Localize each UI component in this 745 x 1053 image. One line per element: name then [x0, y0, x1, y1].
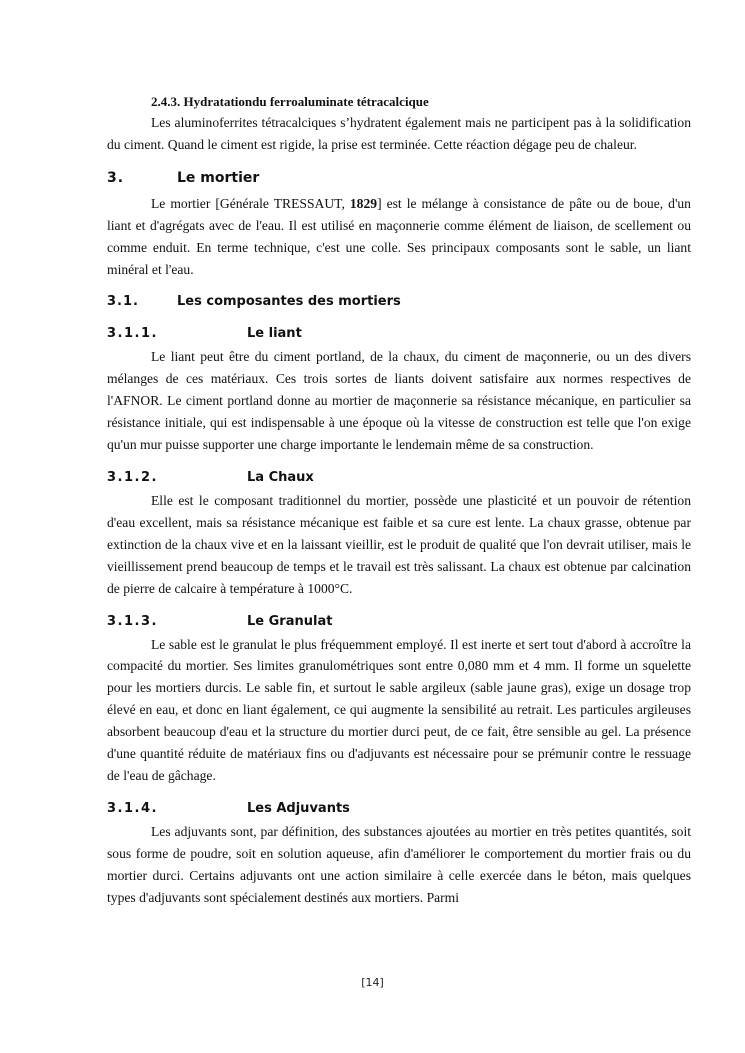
page-content	[107, 92, 691, 908]
heading-3-1-2	[107, 468, 691, 488]
heading-title: La Chaux	[247, 469, 314, 485]
heading-number: 3.1.3.	[107, 613, 158, 629]
heading-number: 3.1.	[107, 294, 139, 310]
paragraph-liant: Le liant peut être du ciment portland, de la chaux, du ciment de maçonnerie, ou un des divers mélanges de ces matériaux. Ces trois sortes de liants doivent satisfaire aux normes respectives de l'AFNOR. Le ciment portland donne au mortier de maçonnerie sa résistance mécanique, en particulier sa résistance initiale, qui est indispensable à une époque où la vitesse de construction est telle que l'on exige qu'un mur puisse supporter une charge importante le lendemain même de sa construction.	[107, 349, 691, 453]
heading-3-1	[107, 292, 691, 312]
heading-number: 3.1.1.	[107, 326, 158, 342]
heading-number: 3.1.4.	[107, 800, 158, 816]
heading-3-1-3	[107, 612, 691, 632]
heading-3-1-4	[107, 799, 691, 819]
paragraph-mortier	[107, 193, 691, 281]
paragraph-adjuvants: Les adjuvants sont, par définition, des substances ajoutées au mortier en très petites quantités, soit sous forme de poudre, soit en solution aqueuse, afin d'améliorer le comportement du mortier frais ou du mortier durci. Certains adjuvants ont une action similaire à celle exercée dans le béton, mais quelques types d'adjuvants sont spécialement destinés aux mortiers. Parmi	[107, 823, 691, 905]
heading-title: Les Adjuvants	[247, 800, 350, 816]
heading-title: Le Granulat	[247, 613, 333, 629]
paragraph-hydratation: Les aluminoferrites tétracalciques s’hydratent également mais ne participent pas à la solidification du ciment. Quand le ciment est rigide, la prise est terminée. Cette réaction dégage peu de chaleur.	[107, 115, 691, 152]
heading-2-4-3: 2.4.3. Hydratationdu ferroaluminate tétracalcique	[151, 94, 429, 109]
paragraph-granulat: Le sable est le granulat le plus fréquemment employé. Il est inerte et sert tout d'abord à accroître la compacité du mortier. Ses limites granulométriques sont entre 0,080 mm et 4 mm. Il forme un squelette pour les mortiers durcis. Le sable fin, et surtout le sable argileux (sable jaune gras), exige un dosage trop élevé en eau, et donc en liant également, ce qui augmente la sensibilité au retrait. Les particules argileuses absorbent beaucoup d'eau et la structure du mortier durci peut, de ce fait, être sensible au gel. La présence d'une quantité réduite de matériaux fins ou d'adjuvants est nécessaire pour se prémunir contre le ressuage de l'eau de gâchage.	[107, 636, 691, 783]
heading-3-1-1	[107, 324, 691, 344]
heading-title: Le mortier	[177, 169, 260, 186]
heading-title: Les composantes des mortiers	[177, 294, 401, 310]
heading-title: Le liant	[247, 326, 302, 342]
heading-number: 3.	[107, 169, 125, 186]
paragraph-chaux: Elle est le composant traditionnel du mortier, possède une plasticité et un pouvoir de rétention d'eau excellent, mais sa résistance mécanique est faible et sa cure est lente. La chaux grasse, obtenue par extinction de la chaux vive et en la laissant vieillir, est le produit de qualité que l'on devrait utiliser, mais le vieillissement prend beaucoup de temps et le travail est très salissant. La chaux est obtenue par calcination de pierre de calcaire à température à 1000°C.	[107, 492, 691, 596]
text-segment: ] est le mélange à consistance de pâte ou de boue, d'un liant et d'agrégats avec de l'eau. Il est utilisé en maçonnerie comme élément de liaison, de scellement ou comme enduit. En terme technique, c'est une colle. Ses principaux composants sont le sable, un liant minéral et l'eau.	[107, 195, 691, 277]
citation-year: 1829	[349, 195, 378, 211]
heading-number: 3.1.2.	[107, 469, 158, 485]
page-number: [14]	[361, 976, 384, 989]
text-segment: Le mortier [Générale TRESSAUT,	[151, 195, 350, 211]
heading-3	[107, 168, 691, 188]
